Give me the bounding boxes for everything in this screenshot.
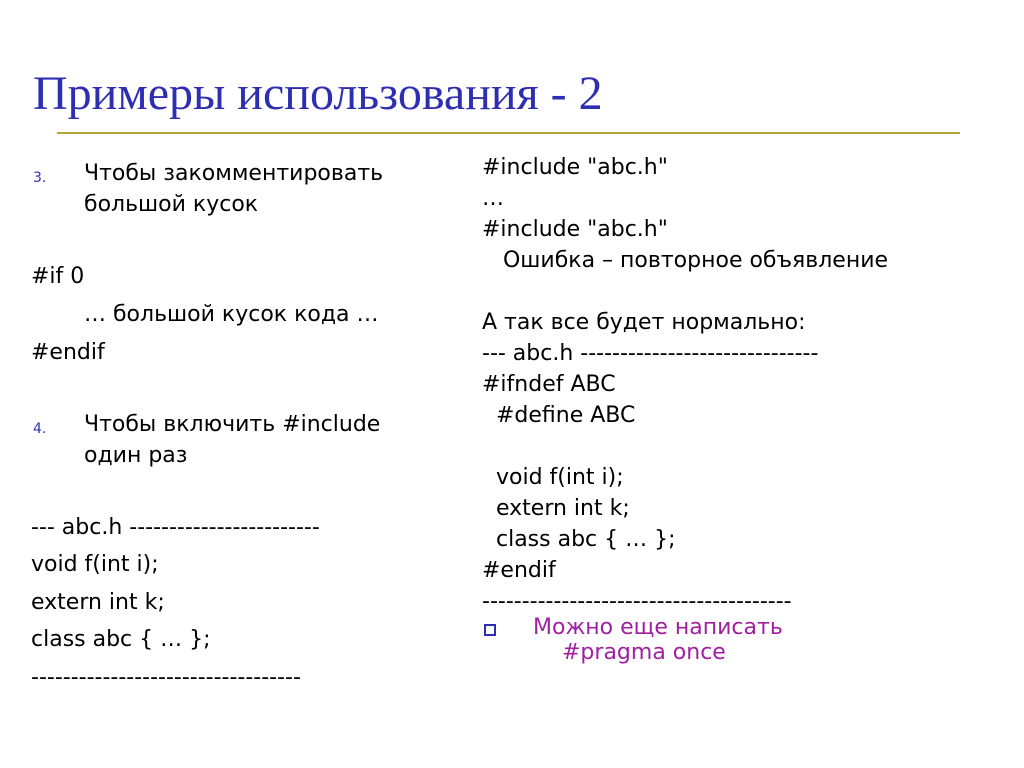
left-code-block [31,513,441,703]
list-number-3: 3. [33,170,47,186]
pragma-note [533,615,933,675]
code-line: … [482,186,504,211]
endif-directive: #endif [31,340,105,365]
code-line: #include "abc.h" [482,217,668,242]
list-item-3-line2: большой кусок [84,192,259,217]
list-item-3-line1: Чтобы закомментировать [84,161,384,186]
code-line: --- abc.h ------------------------------ [482,341,819,366]
list-item-4 [84,410,434,474]
list-item-4-line1: Чтобы включить #include [84,412,381,437]
right-code-block [482,153,982,613]
code-line: #endif [482,558,556,583]
code-line: class abc { … }; [482,527,676,552]
code-line: #include "abc.h" [482,155,668,180]
pragma-note-line2: #pragma once [562,640,726,665]
error-note: Ошибка – повторное объявление [482,248,889,273]
code-line: void f(int i); [31,552,159,577]
code-line: #define ABC [482,403,636,428]
list-item-4-line2: один раз [84,443,188,468]
code-line: ---------------------------------- [31,665,301,690]
title-divider [57,132,960,134]
code-line: --------------------------------------- [482,589,792,614]
code-line: extern int k; [482,496,630,521]
square-bullet-icon [484,624,496,636]
normal-note: А так все будет нормально: [482,310,806,335]
pragma-note-line1: Можно еще написать [533,615,783,640]
code-line: void f(int i); [482,465,624,490]
list-number-4: 4. [33,421,47,437]
big-chunk-text: … большой кусок кода … [84,302,379,327]
slide-title: Примеры использования - 2 [33,67,603,120]
code-line: extern int k; [31,590,165,615]
code-line: class abc { … }; [31,627,211,652]
if0-directive: #if 0 [31,264,85,289]
list-item-3 [84,159,434,223]
code-line: #ifndef ABC [482,372,616,397]
code-line: --- abc.h ------------------------ [31,515,320,540]
